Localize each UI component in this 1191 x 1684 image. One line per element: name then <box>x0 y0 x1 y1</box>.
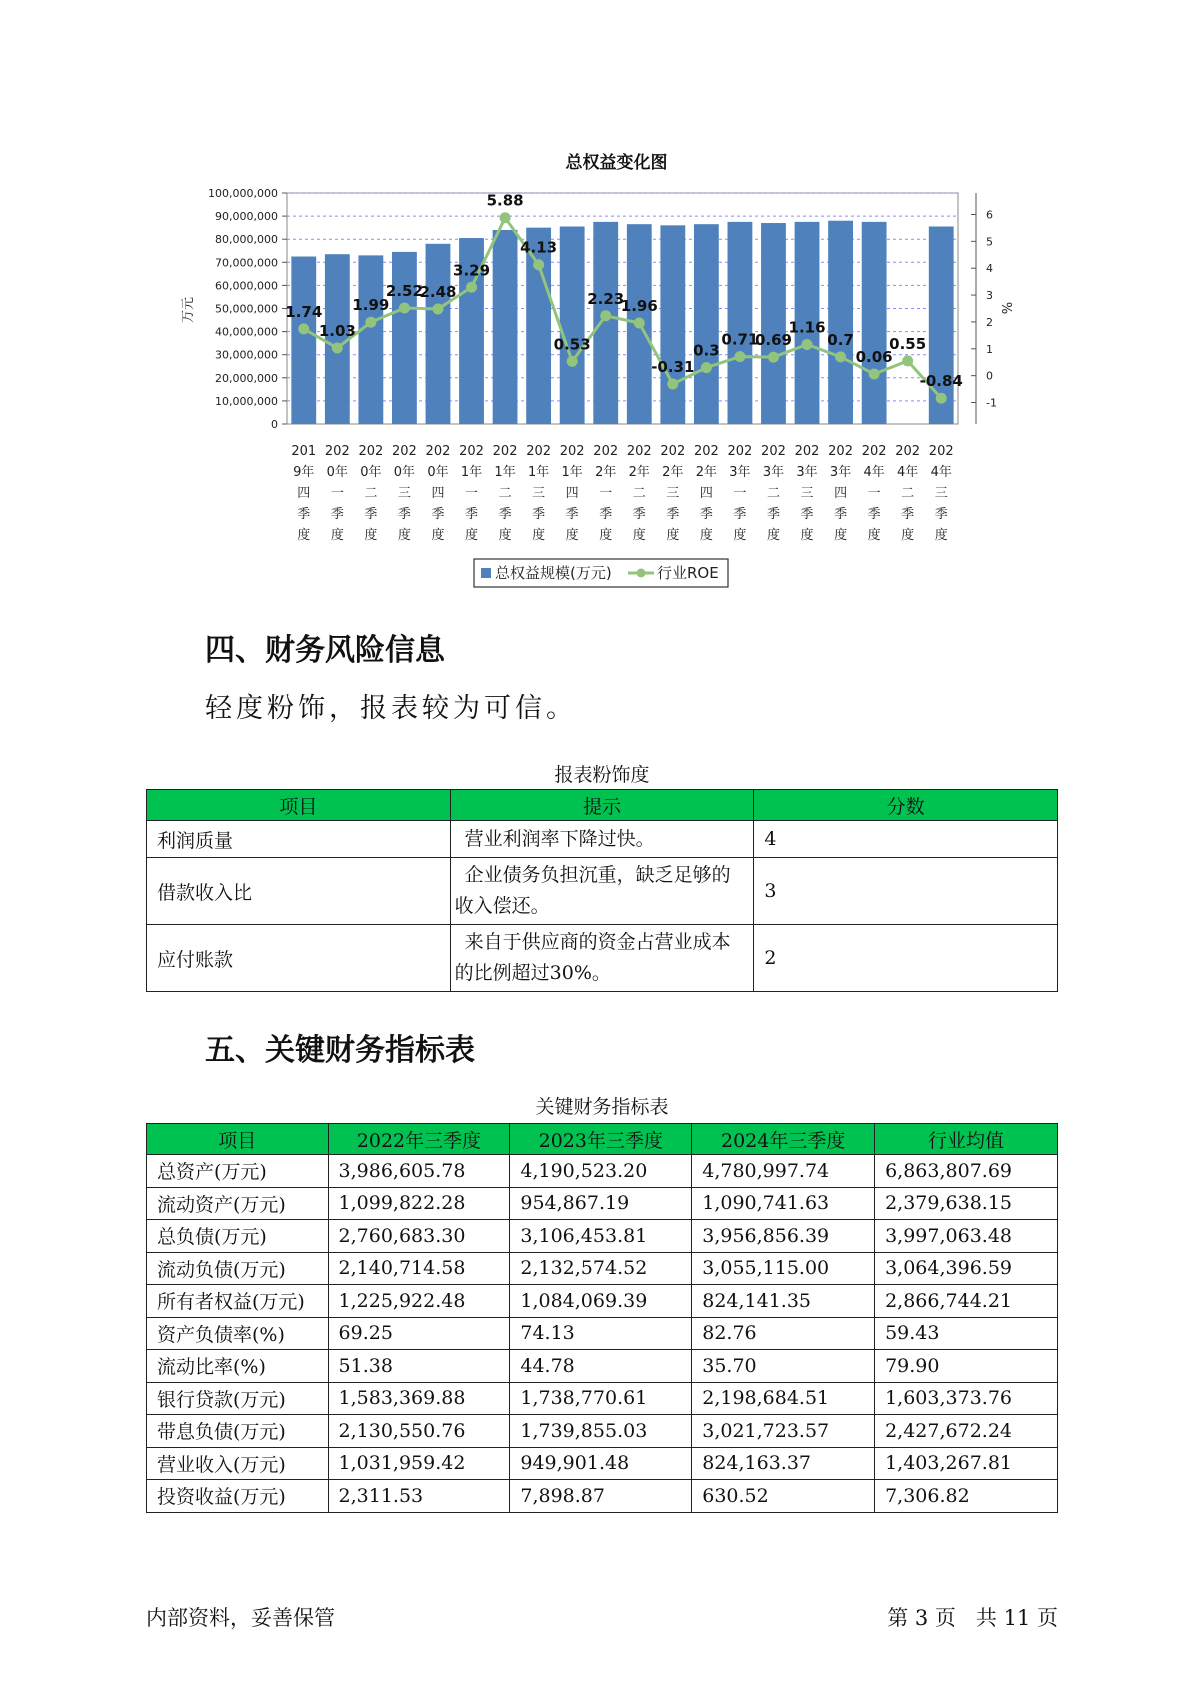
kpi-item-cell: 营业收入(万元) <box>147 1447 329 1480</box>
kpi-value-cell: 3,021,723.57 <box>692 1415 875 1448</box>
kpi-item-cell: 总资产(万元) <box>147 1155 329 1188</box>
roe-point <box>835 351 846 362</box>
kpi-value-cell: 79.90 <box>875 1350 1058 1383</box>
risk-table-header: 提示 <box>450 790 754 821</box>
x-tick-label: 202 <box>928 444 954 459</box>
x-tick-label: 季 <box>330 507 344 522</box>
bar <box>728 222 753 424</box>
roe-point <box>701 362 712 373</box>
x-tick-label: 季 <box>699 507 713 522</box>
section-heading-financial-risk: 四、财务风险信息 <box>205 633 445 668</box>
y-left-tick-label: 100,000,000 <box>208 187 278 200</box>
bar <box>493 230 518 424</box>
x-tick-label: 2年 <box>662 465 684 480</box>
x-tick-label: 季 <box>834 507 848 522</box>
kpi-value-cell: 824,163.37 <box>692 1447 875 1480</box>
kpi-value-cell: 949,901.48 <box>510 1447 692 1480</box>
kpi-value-cell: 3,064,396.59 <box>875 1252 1058 1285</box>
roe-data-label: -0.84 <box>919 372 963 391</box>
y-left-tick-label: 80,000,000 <box>215 233 278 247</box>
roe-point <box>936 393 947 404</box>
roe-point <box>298 323 309 334</box>
x-tick-label: 202 <box>459 444 484 459</box>
x-tick-label: 季 <box>565 507 579 522</box>
x-tick-label: 三 <box>666 486 680 501</box>
roe-point <box>332 342 343 353</box>
x-tick-label: 一 <box>733 486 747 501</box>
kpi-value-cell: 3,106,453.81 <box>510 1220 692 1253</box>
x-tick-label: 202 <box>425 444 451 459</box>
x-tick-label: 季 <box>867 507 881 522</box>
roe-data-label: 4.13 <box>520 238 558 257</box>
kpi-value-cell: 2,130,550.76 <box>328 1415 510 1448</box>
x-tick-label: 4年 <box>897 465 919 480</box>
x-tick-label: 四 <box>834 486 848 501</box>
x-tick-label: 202 <box>660 444 686 459</box>
table-row <box>147 1285 1058 1318</box>
chart-title: 总权益变化图 <box>565 153 668 173</box>
x-tick-label: 度 <box>666 528 680 543</box>
roe-data-label: 5.88 <box>486 191 524 210</box>
x-tick-label: 季 <box>599 507 613 522</box>
y-right-tick-label: 4 <box>986 262 993 276</box>
kpi-value-cell: 7,306.82 <box>875 1480 1058 1513</box>
kpi-value-cell: 2,132,574.52 <box>510 1252 692 1285</box>
legend-label: 行业ROE <box>657 564 719 582</box>
roe-point <box>567 356 578 367</box>
table-row <box>147 1317 1058 1350</box>
kpi-value-cell: 824,141.35 <box>692 1285 875 1318</box>
x-tick-label: 度 <box>532 528 546 543</box>
kpi-item-cell: 流动负债(万元) <box>147 1252 329 1285</box>
x-tick-label: 度 <box>901 528 915 543</box>
y-left-tick-label: 10,000,000 <box>215 394 278 408</box>
x-tick-label: 3年 <box>796 465 818 480</box>
kpi-item-cell: 带息负债(万元) <box>147 1415 329 1448</box>
kpi-value-cell: 1,090,741.63 <box>692 1187 875 1220</box>
kpi-item-cell: 银行贷款(万元) <box>147 1382 329 1415</box>
x-tick-label: 度 <box>565 528 579 543</box>
x-tick-label: 度 <box>330 528 344 543</box>
x-tick-label: 度 <box>599 528 613 543</box>
x-tick-label: 季 <box>901 507 915 522</box>
x-tick-label: 度 <box>733 528 747 543</box>
table-row <box>147 925 1058 992</box>
roe-data-label: 0.7 <box>827 330 854 349</box>
risk-score-cell: 4 <box>754 821 1058 858</box>
kpi-value-cell: 44.78 <box>510 1350 692 1383</box>
x-tick-label: 四 <box>431 486 445 501</box>
roe-point <box>365 317 376 328</box>
kpi-value-cell: 1,583,369.88 <box>328 1382 510 1415</box>
kpi-value-cell: 74.13 <box>510 1317 692 1350</box>
roe-data-label: 0.71 <box>721 330 759 349</box>
kpi-value-cell: 7,898.87 <box>510 1480 692 1513</box>
roe-point <box>399 302 410 313</box>
kpi-value-cell: 2,198,684.51 <box>692 1382 875 1415</box>
x-tick-label: 202 <box>727 444 753 459</box>
x-tick-label: 季 <box>934 507 948 522</box>
risk-item-cell: 借款收入比 <box>147 858 451 925</box>
x-tick-label: 202 <box>828 444 853 459</box>
table-row <box>147 1252 1058 1285</box>
legend-swatch-point <box>637 569 646 578</box>
table-row <box>147 821 1058 858</box>
x-tick-label: 度 <box>498 528 512 543</box>
y-left-axis-label: 万元 <box>181 296 196 324</box>
kpi-item-cell: 资产负债率(%) <box>147 1317 329 1350</box>
x-tick-label: 4年 <box>930 465 952 480</box>
kpi-value-cell: 4,190,523.20 <box>510 1155 692 1188</box>
x-tick-label: 二 <box>364 486 378 501</box>
y-right-axis-label: % <box>998 301 1013 315</box>
kpi-value-cell: 1,084,069.39 <box>510 1285 692 1318</box>
x-tick-label: 4年 <box>863 465 885 480</box>
bar <box>593 222 618 424</box>
risk-tip-cell: 营业利润率下降过快。 <box>450 821 754 858</box>
x-tick-label: 三 <box>397 486 411 501</box>
roe-data-label: 2.52 <box>385 281 423 300</box>
kpi-value-cell: 1,739,855.03 <box>510 1415 692 1448</box>
kpi-item-cell: 总负债(万元) <box>147 1220 329 1253</box>
x-tick-label: 度 <box>934 528 948 543</box>
risk-tip-cell: 企业债务负担沉重，缺乏足够的收入偿还。 <box>450 858 754 925</box>
footer-confidential-note: 内部资料，妥善保管 <box>146 1606 335 1630</box>
risk-summary-text: 轻度粉饰，报表较为可信。 <box>205 693 577 724</box>
risk-item-cell: 利润质量 <box>147 821 451 858</box>
footer-page-number: 第 3 页 共 11 页 <box>887 1606 1058 1630</box>
kpi-value-cell: 51.38 <box>328 1350 510 1383</box>
x-tick-label: 9年 <box>293 465 315 480</box>
x-tick-label: 202 <box>761 444 786 459</box>
bar <box>526 228 551 424</box>
x-tick-label: 1年 <box>561 465 583 480</box>
kpi-value-cell: 1,738,770.61 <box>510 1382 692 1415</box>
kpi-value-cell: 2,866,744.21 <box>875 1285 1058 1318</box>
roe-point <box>500 212 511 223</box>
kpi-item-cell: 所有者权益(万元) <box>147 1285 329 1318</box>
x-tick-label: 度 <box>297 528 311 543</box>
y-right-tick-label: 2 <box>986 315 993 329</box>
kpi-value-cell: 2,379,638.15 <box>875 1187 1058 1220</box>
x-tick-label: 季 <box>766 507 780 522</box>
bar <box>761 223 786 424</box>
kpi-value-cell: 35.70 <box>692 1350 875 1383</box>
roe-data-label: 1.96 <box>620 297 658 316</box>
roe-data-label: 2.48 <box>419 283 457 302</box>
y-right-tick-label: -1 <box>986 396 997 410</box>
kpi-value-cell: 69.25 <box>328 1317 510 1350</box>
x-tick-label: 202 <box>358 444 384 459</box>
kpi-item-cell: 流动资产(万元) <box>147 1187 329 1220</box>
roe-data-label: 0.53 <box>553 335 591 354</box>
kpi-table-header: 2023年三季度 <box>510 1124 692 1155</box>
x-tick-label: 202 <box>526 444 552 459</box>
x-tick-label: 三 <box>800 486 814 501</box>
x-tick-label: 一 <box>599 486 613 501</box>
x-tick-label: 季 <box>733 507 747 522</box>
roe-data-label: 1.16 <box>788 318 826 337</box>
risk-table-caption: 报表粉饰度 <box>554 764 650 786</box>
y-left-tick-label: 20,000,000 <box>215 371 278 385</box>
kpi-value-cell: 1,099,822.28 <box>328 1187 510 1220</box>
y-left-tick-label: 40,000,000 <box>215 325 278 339</box>
bar <box>828 221 853 424</box>
roe-data-label: 1.74 <box>285 302 323 321</box>
y-left-tick-label: 60,000,000 <box>215 279 278 293</box>
bar <box>862 222 887 424</box>
x-tick-label: 度 <box>397 528 411 543</box>
x-tick-label: 2年 <box>695 465 718 480</box>
section-heading-key-indicators: 五、关键财务指标表 <box>205 1033 475 1068</box>
x-tick-label: 三 <box>934 486 948 501</box>
x-tick-label: 季 <box>800 507 814 522</box>
equity-chart <box>0 0 1191 600</box>
kpi-value-cell: 2,140,714.58 <box>328 1252 510 1285</box>
kpi-item-cell: 流动比率(%) <box>147 1350 329 1383</box>
kpi-table-header: 2022年三季度 <box>328 1124 510 1155</box>
kpi-value-cell: 6,863,807.69 <box>875 1155 1058 1188</box>
x-tick-label: 202 <box>324 444 350 459</box>
bar <box>392 252 417 424</box>
x-tick-label: 季 <box>666 507 680 522</box>
x-tick-label: 202 <box>693 444 719 459</box>
x-tick-label: 0年 <box>427 465 449 480</box>
table-row <box>147 1415 1058 1448</box>
x-tick-label: 202 <box>895 444 921 459</box>
y-left-tick-label: 90,000,000 <box>215 210 278 224</box>
x-tick-label: 四 <box>297 486 311 501</box>
x-tick-label: 度 <box>699 528 713 543</box>
risk-table <box>146 789 1058 992</box>
x-tick-label: 202 <box>492 444 518 459</box>
x-tick-label: 度 <box>834 528 848 543</box>
roe-point <box>432 304 443 315</box>
y-left-tick-label: 50,000,000 <box>215 302 278 316</box>
x-tick-label: 0年 <box>326 465 348 480</box>
roe-data-label: 0.06 <box>855 348 893 367</box>
x-tick-label: 202 <box>559 444 585 459</box>
x-tick-label: 0年 <box>393 465 416 480</box>
roe-point <box>869 369 880 380</box>
y-left-tick-label: 70,000,000 <box>215 256 278 270</box>
roe-point <box>902 355 913 366</box>
kpi-table-header: 行业均值 <box>875 1124 1058 1155</box>
kpi-value-cell: 1,403,267.81 <box>875 1447 1058 1480</box>
risk-tip-cell: 来自于供应商的资金占营业成本的比例超过30%。 <box>450 925 754 992</box>
x-tick-label: 季 <box>364 507 378 522</box>
table-row <box>147 1187 1058 1220</box>
roe-data-label: 1.03 <box>318 321 356 340</box>
kpi-value-cell: 2,760,683.30 <box>328 1220 510 1253</box>
x-tick-label: 202 <box>626 444 652 459</box>
kpi-table-header: 项目 <box>147 1124 329 1155</box>
table-row <box>147 858 1058 925</box>
table-row <box>147 1382 1058 1415</box>
x-tick-label: 季 <box>498 507 512 522</box>
kpi-item-cell: 投资收益(万元) <box>147 1480 329 1513</box>
bar <box>426 244 451 424</box>
kpi-value-cell: 954,867.19 <box>510 1187 692 1220</box>
x-tick-label: 202 <box>861 444 887 459</box>
legend-label: 总权益规模(万元) <box>495 564 612 582</box>
x-tick-label: 201 <box>291 444 317 459</box>
x-tick-label: 3年 <box>762 465 785 480</box>
roe-data-label: 3.29 <box>453 261 491 280</box>
roe-data-label: 0.69 <box>754 331 792 350</box>
bar <box>291 257 316 424</box>
y-right-tick-label: 3 <box>986 289 993 303</box>
x-tick-label: 0年 <box>360 465 382 480</box>
kpi-value-cell: 2,311.53 <box>328 1480 510 1513</box>
roe-point <box>734 351 745 362</box>
x-tick-label: 度 <box>465 528 479 543</box>
risk-score-cell: 2 <box>754 925 1058 992</box>
x-tick-label: 季 <box>465 507 479 522</box>
equity-chart-svg <box>0 0 1191 600</box>
kpi-table-header-row <box>147 1124 1058 1155</box>
x-tick-label: 四 <box>565 486 579 501</box>
risk-table-header: 项目 <box>147 790 451 821</box>
x-tick-label: 1年 <box>494 465 516 480</box>
x-tick-label: 3年 <box>829 465 852 480</box>
legend-swatch-bar <box>481 568 491 578</box>
roe-point <box>802 339 813 350</box>
x-tick-label: 202 <box>794 444 820 459</box>
table-row <box>147 1350 1058 1383</box>
x-tick-label: 202 <box>392 444 417 459</box>
roe-point <box>466 282 477 293</box>
x-tick-label: 季 <box>397 507 411 522</box>
roe-point <box>533 259 544 270</box>
bar <box>660 225 685 424</box>
kpi-value-cell: 2,427,672.24 <box>875 1415 1058 1448</box>
kpi-value-cell: 1,225,922.48 <box>328 1285 510 1318</box>
bar <box>358 255 383 424</box>
kpi-value-cell: 82.76 <box>692 1317 875 1350</box>
x-tick-label: 一 <box>465 486 479 501</box>
kpi-value-cell: 59.43 <box>875 1317 1058 1350</box>
roe-point <box>667 378 678 389</box>
x-tick-label: 三 <box>532 486 546 501</box>
x-tick-label: 3年 <box>729 465 751 480</box>
kpi-table-caption: 关键财务指标表 <box>535 1096 669 1118</box>
table-row <box>147 1480 1058 1513</box>
x-tick-label: 二 <box>498 486 512 501</box>
x-tick-label: 二 <box>632 486 646 501</box>
kpi-value-cell: 3,997,063.48 <box>875 1220 1058 1253</box>
risk-score-cell: 3 <box>754 858 1058 925</box>
bar <box>694 224 719 424</box>
kpi-table <box>146 1123 1058 1513</box>
x-tick-label: 度 <box>431 528 445 543</box>
x-tick-label: 一 <box>867 486 881 501</box>
kpi-value-cell: 3,986,605.78 <box>328 1155 510 1188</box>
y-left-tick-label: 30,000,000 <box>215 348 278 362</box>
table-row <box>147 1220 1058 1253</box>
kpi-value-cell: 3,956,856.39 <box>692 1220 875 1253</box>
risk-table-header-row <box>147 790 1058 821</box>
y-left-tick-label: 0 <box>271 418 278 431</box>
x-tick-label: 1年 <box>460 465 483 480</box>
x-tick-label: 度 <box>364 528 378 543</box>
x-tick-label: 季 <box>532 507 546 522</box>
risk-table-header: 分数 <box>754 790 1058 821</box>
x-tick-label: 2年 <box>628 465 650 480</box>
table-row <box>147 1155 1058 1188</box>
x-tick-label: 季 <box>297 507 311 522</box>
kpi-value-cell: 630.52 <box>692 1480 875 1513</box>
kpi-table-header: 2024年三季度 <box>692 1124 875 1155</box>
x-tick-label: 二 <box>901 486 915 501</box>
risk-item-cell: 应付账款 <box>147 925 451 992</box>
table-row <box>147 1447 1058 1480</box>
roe-data-label: 0.55 <box>889 334 927 353</box>
kpi-value-cell: 3,055,115.00 <box>692 1252 875 1285</box>
x-tick-label: 四 <box>699 486 713 501</box>
bar <box>560 226 585 424</box>
x-tick-label: 季 <box>632 507 646 522</box>
x-tick-label: 2年 <box>595 465 617 480</box>
roe-point <box>600 310 611 321</box>
x-tick-label: 度 <box>800 528 814 543</box>
roe-point <box>634 318 645 329</box>
y-right-tick-label: 1 <box>986 342 993 356</box>
x-tick-label: 二 <box>766 486 780 501</box>
x-tick-label: 度 <box>867 528 881 543</box>
x-tick-label: 1年 <box>527 465 550 480</box>
kpi-value-cell: 4,780,997.74 <box>692 1155 875 1188</box>
roe-data-label: 0.3 <box>693 341 720 360</box>
x-tick-label: 202 <box>593 444 619 459</box>
y-right-tick-label: 0 <box>986 369 993 383</box>
x-tick-label: 度 <box>766 528 780 543</box>
roe-point <box>768 352 779 363</box>
roe-data-label: 2.23 <box>587 289 625 308</box>
roe-data-label: -0.31 <box>651 357 695 376</box>
roe-data-label: 1.99 <box>352 296 390 315</box>
x-tick-label: 度 <box>632 528 646 543</box>
y-right-tick-label: 6 <box>986 208 993 222</box>
x-tick-label: 一 <box>330 486 344 501</box>
kpi-value-cell: 1,031,959.42 <box>328 1447 510 1480</box>
y-right-tick-label: 5 <box>986 235 993 249</box>
kpi-value-cell: 1,603,373.76 <box>875 1382 1058 1415</box>
x-tick-label: 季 <box>431 507 445 522</box>
